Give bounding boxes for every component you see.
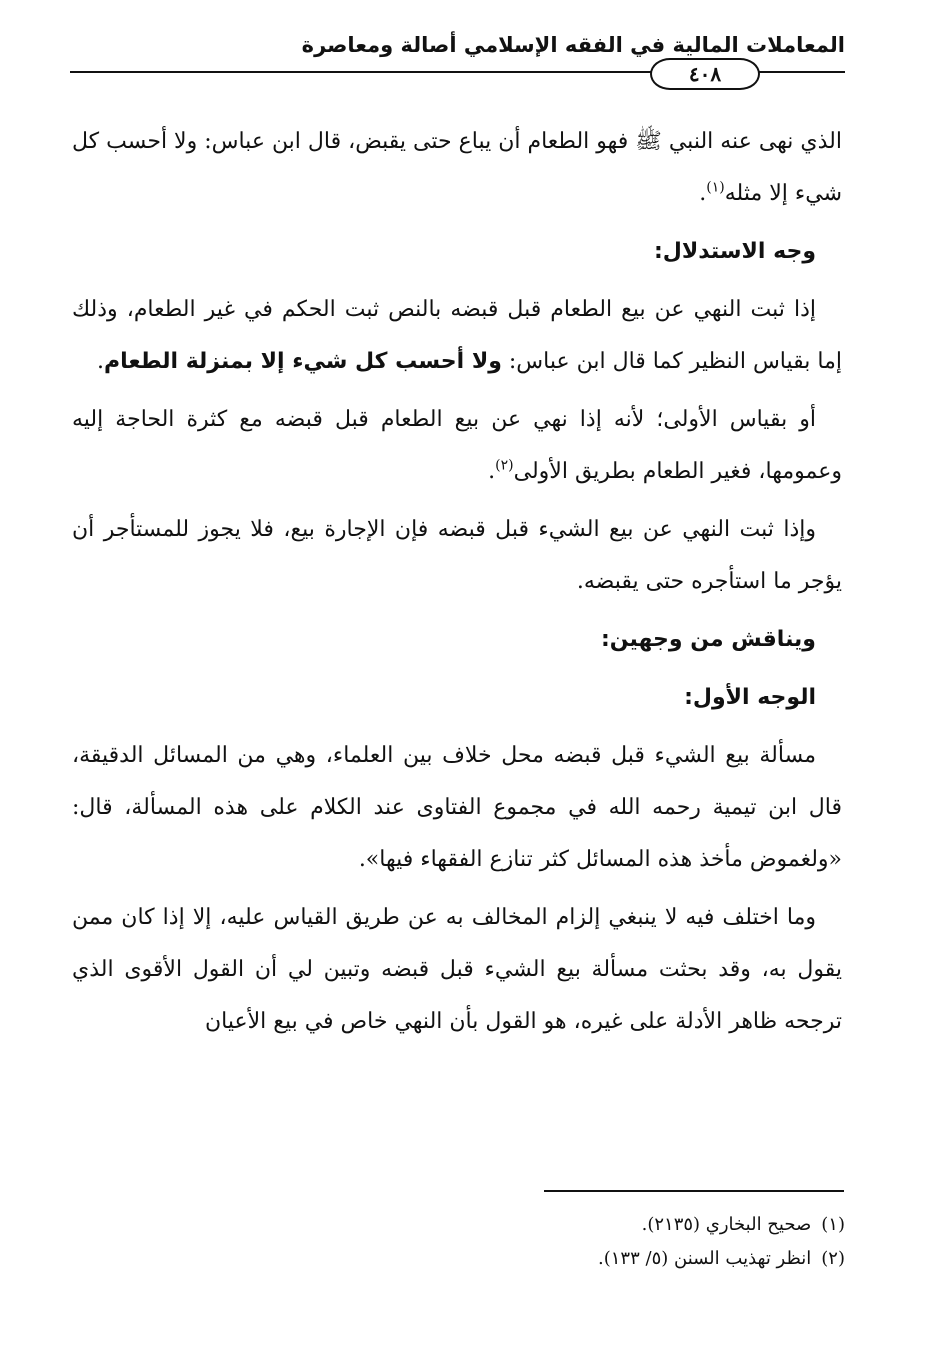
main-text [72,116,842,1048]
paragraph-2-end: . [97,349,104,374]
paragraph-1 [72,116,842,220]
paragraph-6: وما اختلف فيه لا ينبغي إلزام المخالف به عن طريق القياس عليه، إلا إذا كان ممن يقول به، وقد بحثت مسألة بيع الشيء قبل قبضه وتبين لي أن القول الأقوى الذي ترجحه ظاهر الأدلة على غيره، هو القول بأن النهي خاص في بيع الأعيان [72,905,842,1034]
paragraph-2-text: إذا ثبت النهي عن بيع الطعام قبل قبضه بالنص ثبت الحكم في غير الطعام، وذلك إما بقياس النظير كما قال ابن عباس: [72,297,842,374]
paragraph-4: وإذا ثبت النهي عن بيع الشيء قبل قبضه فإن الإجارة بيع، فلا يجوز للمستأجر أن يؤجر ما استأجره حتى يقبضه. [72,517,842,594]
footnote-1-text: صحيح البخاري (٢١٣٥). [641,1214,812,1235]
paragraph-2-quote: ولا أحسب كل شيء إلا بمنزلة الطعام [104,349,502,374]
heading-inference: وجه الاستدلال: [653,239,816,264]
heading-first-aspect: الوجه الأول: [684,685,816,710]
heading-discussion: ويناقش من وجهين: [600,627,816,652]
footnote-2-text: انظر تهذيب السنن (٥/ ١٣٣). [598,1248,812,1269]
footnote-2-number: (٢) [821,1248,845,1269]
page-number: ٤٠٨ [650,58,760,90]
paragraph-3 [72,394,842,498]
footnote-separator [544,1190,844,1192]
footnotes [300,1208,845,1276]
footnote-1-number: (١) [821,1214,845,1235]
footnote-ref-1[interactable]: (١) [706,179,725,196]
paragraph-3-text: أو بقياس الأولى؛ لأنه إذا نهي عن بيع الطعام قبل قبضه مع كثرة الحاجة إليه وعمومها، فغير الطعام بطريق الأولى [72,407,842,484]
footnote-ref-2[interactable]: (٢) [495,457,514,474]
paragraph-1-text: الذي نهى عنه النبي ﷺ فهو الطعام أن يباع حتى يقبض، قال ابن عباس: ولا أحسب كل شيء إلا مثله [71,129,842,206]
paragraph-2 [72,284,842,388]
paragraph-3-end: . [488,459,496,484]
footnote-1 [300,1208,845,1242]
footnote-2 [300,1242,845,1276]
running-title: المعاملات المالية في الفقه الإسلامي أصالة ومعاصرة [301,33,845,57]
paragraph-5: مسألة بيع الشيء قبل قبضه محل خلاف بين العلماء، وهي من المسائل الدقيقة، قال ابن تيمية رحمه الله في مجموع الفتاوى عند الكلام على هذه المسألة، قال: «ولغموض مأخذ هذه المسائل كثر تنازع الفقهاء فيها». [72,743,842,872]
paragraph-1-end: . [699,181,707,206]
